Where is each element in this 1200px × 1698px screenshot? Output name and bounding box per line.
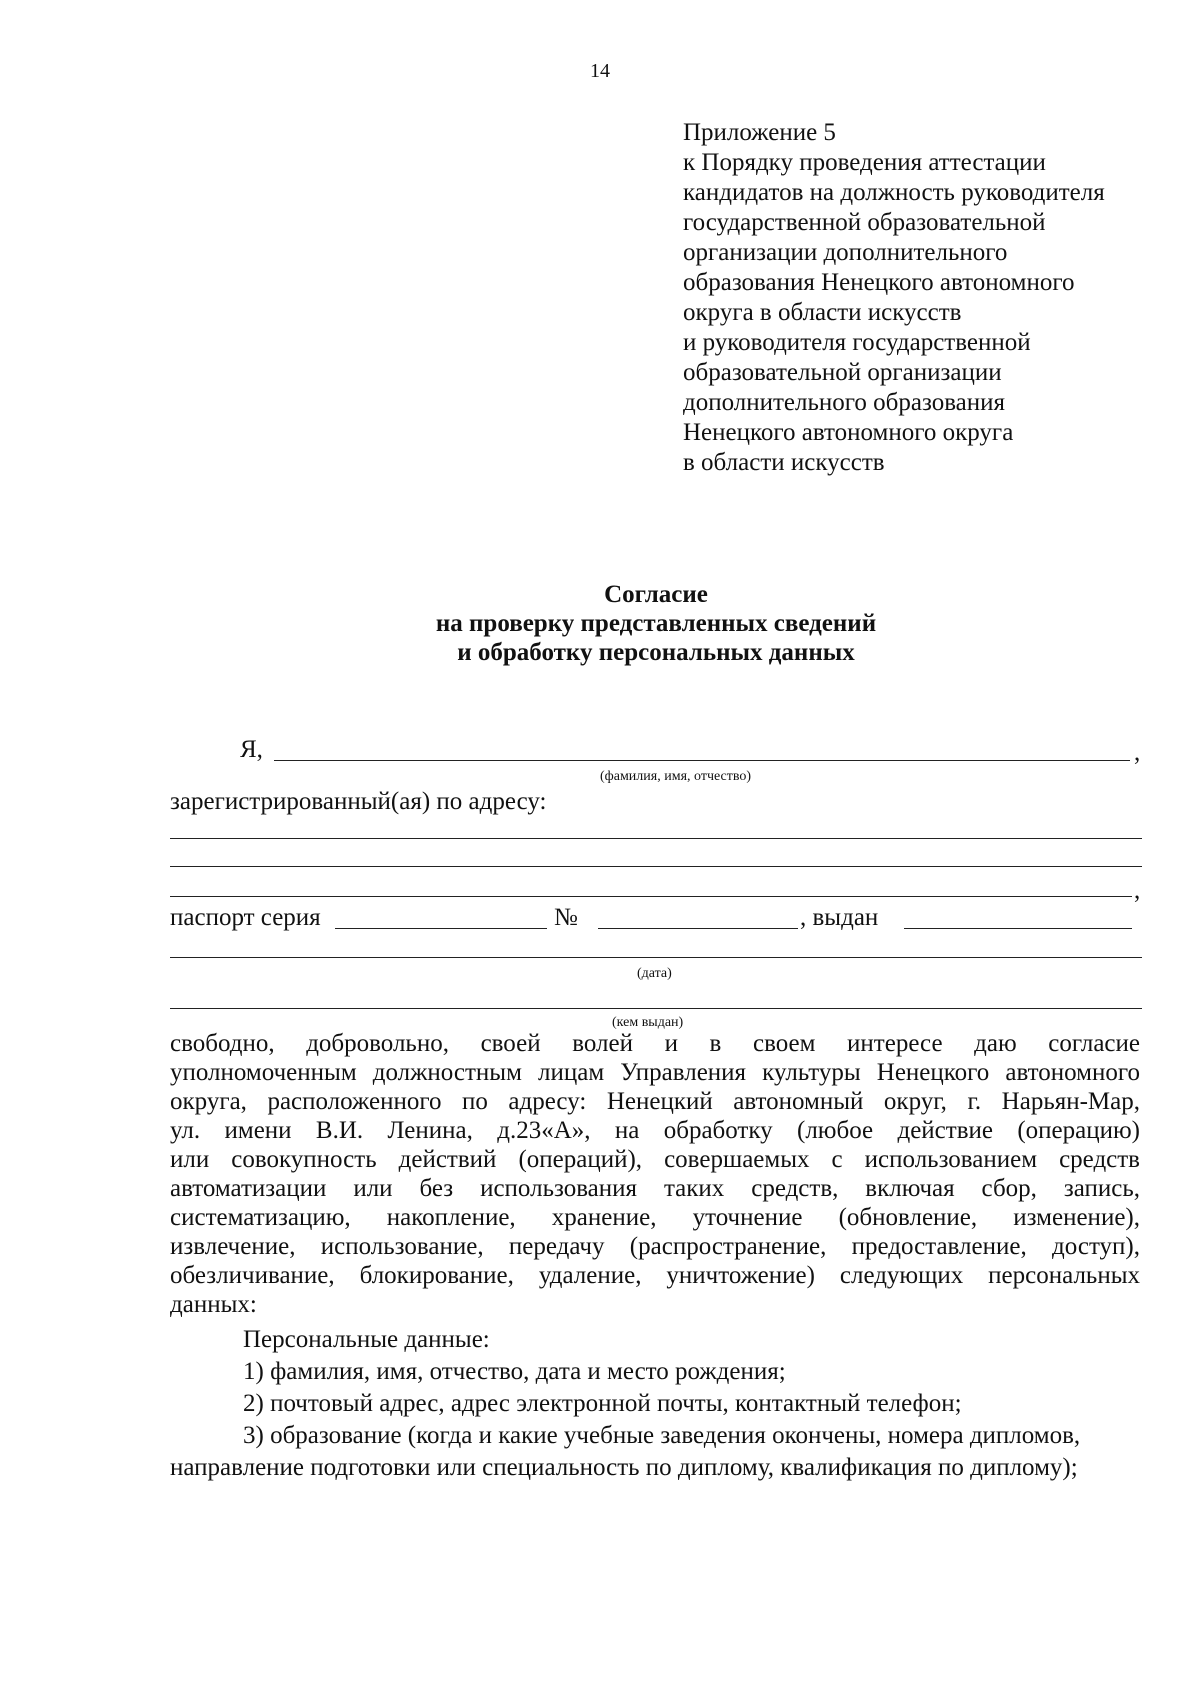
- title-line-3: и обработку персональных данных: [457, 639, 855, 666]
- page-number: 14: [590, 60, 610, 82]
- appendix-line: и руководителя государственной: [683, 329, 1031, 356]
- list-item: 3) образование (когда и какие учебные заведения окончены, номера дипломов,: [243, 1422, 1081, 1449]
- issued-by-caption: (кем выдан): [612, 1015, 684, 1030]
- registered-label: зарегистрированный(ая) по адресу:: [170, 788, 547, 815]
- consent-line: или совокупность действий (операций), совершаемых с использованием средств: [170, 1146, 1140, 1173]
- address-line-1[interactable]: [170, 838, 1142, 839]
- passport-issued-field[interactable]: [904, 928, 1132, 929]
- consent-line: ул. имени В.И. Ленина, д.23«А», на обработку (любое действие (операцию): [170, 1117, 1140, 1144]
- personal-data-heading: Персональные данные:: [243, 1326, 490, 1353]
- passport-issued-label: , выдан: [800, 904, 879, 931]
- consent-paragraph: [170, 1029, 1140, 1319]
- document-title: [0, 580, 1200, 667]
- consent-line: извлечение, использование, передачу (распространение, предоставление, доступ),: [170, 1233, 1140, 1260]
- personal-data-list: [170, 1325, 1140, 1485]
- address-line-3[interactable]: [170, 896, 1132, 897]
- appendix-line: к Порядку проведения аттестации: [683, 149, 1046, 176]
- title-line-1: Согласие: [604, 581, 708, 608]
- appendix-line: кандидатов на должность руководителя: [683, 179, 1105, 206]
- list-item-continuation: направление подготовки или специальность по диплому, квалификация по диплому);: [170, 1454, 1078, 1481]
- list-item: 2) почтовый адрес, адрес электронной почты, контактный телефон;: [243, 1390, 962, 1417]
- consent-line: данных:: [170, 1291, 257, 1318]
- issued-by-line[interactable]: [170, 1008, 1142, 1009]
- appendix-line: округа в области искусств: [683, 299, 962, 326]
- consent-line: уполномоченным должностным лицам Управления культуры Ненецкого автономного: [170, 1059, 1140, 1086]
- appendix-line: государственной образовательной: [683, 209, 1046, 236]
- passport-series-label: паспорт серия: [170, 904, 321, 931]
- appendix-line: Приложение 5: [683, 119, 836, 146]
- appendix-line: образования Ненецкого автономного: [683, 269, 1075, 296]
- address-line-2[interactable]: [170, 866, 1142, 867]
- appendix-line: образовательной организации: [683, 359, 1002, 386]
- consent-line: свободно, добровольно, своей волей и в своем интересе даю согласие: [170, 1030, 1140, 1057]
- date-caption: (дата): [637, 966, 672, 981]
- fio-caption: (фамилия, имя, отчество): [600, 769, 752, 784]
- appendix-line: организации дополнительного: [683, 239, 1008, 266]
- fio-input-line[interactable]: [274, 760, 1130, 761]
- list-item: 1) фамилия, имя, отчество, дата и место рождения;: [243, 1358, 786, 1385]
- consent-line: систематизацию, накопление, хранение, уточнение (обновление, изменение),: [170, 1204, 1140, 1231]
- appendix-line: в области искусств: [683, 449, 885, 476]
- appendix-line: Ненецкого автономного округа: [683, 419, 1014, 446]
- consent-line: округа, расположенного по адресу: Ненецкий автономный округ, г. Нарьян-Мар,: [170, 1088, 1140, 1115]
- passport-series-field[interactable]: [335, 928, 547, 929]
- title-line-2: на проверку представленных сведений: [435, 610, 877, 637]
- appendix-line: дополнительного образования: [683, 389, 1006, 416]
- address-comma: ,: [1134, 877, 1141, 904]
- date-line[interactable]: [170, 957, 1142, 958]
- consent-line: автоматизации или без использования таких средств, включая сбор, запись,: [170, 1175, 1140, 1202]
- appendix-header: [683, 118, 1105, 478]
- passport-number-label: №: [554, 904, 578, 931]
- fio-comma: ,: [1134, 739, 1141, 766]
- ya-label: Я,: [240, 736, 263, 763]
- consent-line: обезличивание, блокирование, удаление, уничтожение) следующих персональных: [170, 1262, 1140, 1289]
- passport-number-field[interactable]: [598, 928, 798, 929]
